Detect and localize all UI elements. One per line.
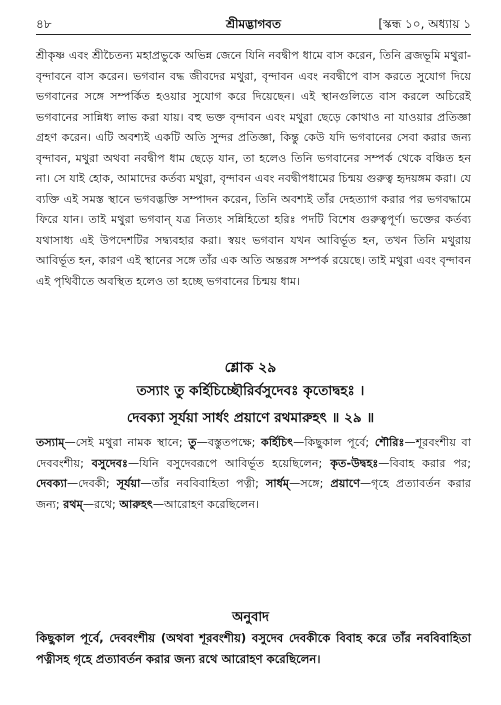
- synonym-meaning: —রথে;: [82, 497, 120, 511]
- translation-text: কিছুকাল পূর্বে, দেববংশীয় (অথবা শূরবংশীয়) বসুদেব দেবকীকে বিবাহ করে তাঁর নববিবাহিতা পত্নীসহ গৃহে প্রত্যাবর্তন করার জন্য রথে আরোহণ করেছিলেন।: [36, 631, 471, 666]
- canto-chapter-label: [স্কন্ধ ১০, অধ্যায় ১: [378, 17, 471, 31]
- synonym-word: সূর্যয়া: [116, 477, 141, 490]
- synonym-word: সার্ধম্: [266, 477, 290, 490]
- sanskrit-verse: [0, 378, 501, 432]
- synonym-word: প্রয়াণে: [330, 477, 360, 490]
- synonym-word: কর্হিচিৎ: [261, 436, 294, 449]
- synonym-meaning: —কিছুকাল পূর্বে;: [293, 436, 375, 449]
- synonym-meaning: —আরোহণ করেছিলেন।: [152, 497, 260, 511]
- synonym-meaning: —দেবকী;: [66, 477, 117, 490]
- synonym-meaning: —বিবাহ করার পর;: [378, 456, 471, 470]
- synonym-meaning: —যিনি বসুদেবরূপে আবির্ভূত হয়েছিলেন;: [127, 456, 331, 470]
- synonym-word: দেবক্যা: [36, 477, 67, 490]
- verse-line-2: দেবক্যা সূর্যয়া সার্ধং প্রয়াণে রথমারুহৎ ॥ ২৯ ॥: [126, 410, 375, 426]
- verse-line-1: তস্যাং তু কর্হিচিচ্ছৌরির্বসুদেবঃ কৃতোদ্বহঃ ।: [136, 383, 365, 399]
- synonym-word: তস্যাম্: [36, 436, 65, 449]
- synonym-meaning: —গৃহে প্রত্যাবর্তন করার জন্য;: [36, 477, 472, 511]
- synonym-meaning: —শূরবংশীয় বা দেববংশীয়;: [36, 436, 471, 470]
- book-title: শ্রীমদ্ভাগবত: [225, 17, 281, 31]
- synonym-meaning: —সঙ্গে;: [289, 477, 331, 490]
- synonym-word: তু: [188, 436, 197, 449]
- synonym-word: কৃত-উদ্বহঃ: [330, 456, 379, 470]
- shloka-heading: শ্লোক ২৯: [224, 360, 277, 376]
- synonym-word: রথম্: [63, 497, 83, 511]
- synonym-meaning: —বস্তুতপক্ষে;: [196, 436, 261, 449]
- translation-heading: অনুবাদ: [232, 610, 269, 625]
- synonym-word: শৌরিঃ: [374, 436, 405, 449]
- page-number: ৪৮: [36, 17, 52, 31]
- synonym-word: আরুহৎ: [119, 497, 153, 511]
- synonyms-block: [36, 433, 471, 515]
- synonym-word: বসুদেবঃ: [91, 456, 128, 470]
- synonym-meaning: —সেই মথুরা নামক স্থানে;: [64, 436, 189, 449]
- running-header: [36, 16, 471, 35]
- synonym-meaning: —তাঁর নববিবাহিতা পত্নী;: [140, 477, 267, 490]
- purport-paragraph: শ্রীকৃষ্ণ এবং শ্রীচৈতন্য মহাপ্রভুকে অভিন্ন জেনে যিনি নবদ্বীপ ধামে বাস করেন, তিনি ব্রজভূমি মথুরা-বৃন্দাবনে বাস করেন। ভগবান বদ্ধ জীবদের মথুরা, বৃন্দাবন এবং নবদ্বীপে বাস করতে সুযোগ দিয়ে ভগবানের সঙ্গে সম্পর্কিত হওয়ার সুযোগ করে দিয়েছেন। এই স্থানগুলিতে বাস করলে অচিরেই ভগবানের সান্নিধ্য লাভ করা যায়। বহু ভক্ত বৃন্দাবন এবং মথুরা ছেড়ে কোথাও না যাওয়ার প্রতিজ্ঞা গ্রহণ করেন। এটি অবশ্যই একটি অতি সুন্দর প্রতিজ্ঞা, কিন্তু কেউ যদি ভগবানের সেবা করার জন্য বৃন্দাবন, মথুরা অথবা নবদ্বীপ ধাম ছেড়ে যান, তা হলেও তিনি ভগবানের সম্পর্ক থেকে বঞ্চিত হন না। সে যাই হোক, আমাদের কর্তব্য মথুরা, বৃন্দাবন এবং নবদ্বীপধামের চিন্ময় গুরুত্ব হৃদয়ঙ্গম করা। যে ব্যক্তি এই সমস্ত স্থানে ভগবদ্ভক্তি সম্পাদন করেন, তিনি অবশ্যই তাঁর দেহত্যাগ করার পর ভগবদ্ধামে ফিরে যান। তাই মথুরা ভগবান্ যত্র নিত্যং সন্নিহিতো হরিঃ পদটি বিশেষ গুরুত্বপূর্ণ। ভক্তের কর্তব্য যথাসাধ্য এই উপদেশটির সদ্ব্যবহার করা। স্বয়ং ভগবান যখন আবির্ভূত হন, তখন তিনি মথুরায় আবির্ভূত হন, কারণ এই স্থানের সঙ্গে তাঁর এক অতি অন্তরঙ্গ সম্পর্ক রয়েছে। তাই মথুরা এবং বৃন্দাবন এই পৃথিবীতে অবস্থিত হলেও তা হচ্ছে ভগবানের চিন্ময় ধাম।: [36, 49, 471, 288]
